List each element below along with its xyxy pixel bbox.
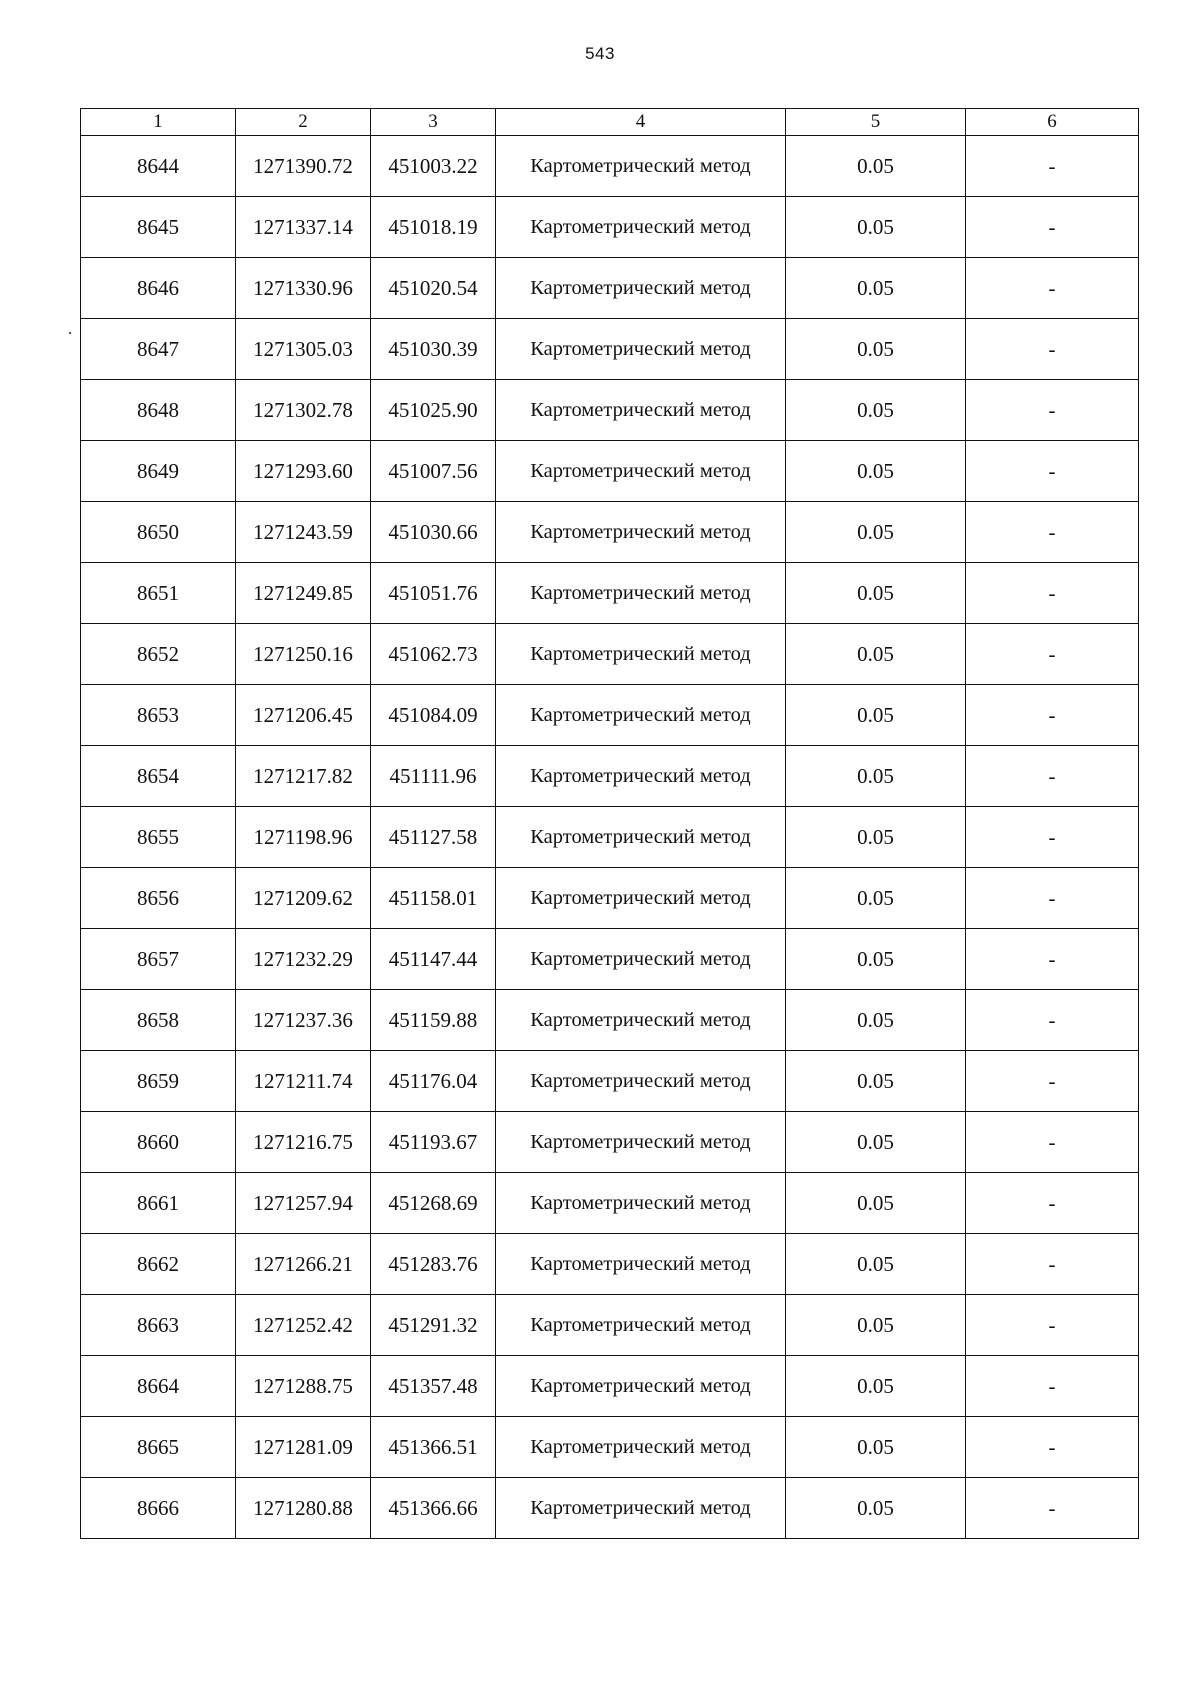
y-coordinate-cell: 451357.48 <box>371 1356 496 1417</box>
point-number-cell: 8652 <box>81 624 236 685</box>
accuracy-cell: 0.05 <box>786 1234 966 1295</box>
method-cell: Картометрический метод <box>496 685 786 746</box>
table-row <box>81 929 1139 990</box>
accuracy-cell: 0.05 <box>786 807 966 868</box>
method-cell: Картометрический метод <box>496 1478 786 1539</box>
method-cell: Картометрический метод <box>496 319 786 380</box>
note-cell: - <box>966 1173 1139 1234</box>
point-number-cell: 8660 <box>81 1112 236 1173</box>
y-coordinate-cell: 451158.01 <box>371 868 496 929</box>
method-cell: Картометрический метод <box>496 1112 786 1173</box>
method-cell: Картометрический метод <box>496 1234 786 1295</box>
method-cell: Картометрический метод <box>496 746 786 807</box>
x-coordinate-cell: 1271250.16 <box>236 624 371 685</box>
y-coordinate-cell: 451003.22 <box>371 136 496 197</box>
table-row <box>81 685 1139 746</box>
table-row <box>81 502 1139 563</box>
note-cell: - <box>966 441 1139 502</box>
x-coordinate-cell: 1271280.88 <box>236 1478 371 1539</box>
x-coordinate-cell: 1271237.36 <box>236 990 371 1051</box>
accuracy-cell: 0.05 <box>786 319 966 380</box>
table-row <box>81 136 1139 197</box>
header-cell-4: 4 <box>496 109 786 136</box>
accuracy-cell: 0.05 <box>786 868 966 929</box>
note-cell: - <box>966 746 1139 807</box>
accuracy-cell: 0.05 <box>786 1173 966 1234</box>
note-cell: - <box>966 563 1139 624</box>
method-cell: Картометрический метод <box>496 624 786 685</box>
x-coordinate-cell: 1271281.09 <box>236 1417 371 1478</box>
x-coordinate-cell: 1271243.59 <box>236 502 371 563</box>
y-coordinate-cell: 451291.32 <box>371 1295 496 1356</box>
accuracy-cell: 0.05 <box>786 1295 966 1356</box>
method-cell: Картометрический метод <box>496 807 786 868</box>
method-cell: Картометрический метод <box>496 502 786 563</box>
note-cell: - <box>966 136 1139 197</box>
note-cell: - <box>966 929 1139 990</box>
header-cell-3: 3 <box>371 109 496 136</box>
x-coordinate-cell: 1271288.75 <box>236 1356 371 1417</box>
point-number-cell: 8661 <box>81 1173 236 1234</box>
point-number-cell: 8662 <box>81 1234 236 1295</box>
y-coordinate-cell: 451366.51 <box>371 1417 496 1478</box>
accuracy-cell: 0.05 <box>786 624 966 685</box>
point-number-cell: 8647 <box>81 319 236 380</box>
point-number-cell: 8659 <box>81 1051 236 1112</box>
x-coordinate-cell: 1271252.42 <box>236 1295 371 1356</box>
method-cell: Картометрический метод <box>496 441 786 502</box>
x-coordinate-cell: 1271293.60 <box>236 441 371 502</box>
y-coordinate-cell: 451127.58 <box>371 807 496 868</box>
point-number-cell: 8648 <box>81 380 236 441</box>
point-number-cell: 8653 <box>81 685 236 746</box>
point-number-cell: 8649 <box>81 441 236 502</box>
method-cell: Картометрический метод <box>496 1051 786 1112</box>
point-number-cell: 8663 <box>81 1295 236 1356</box>
note-cell: - <box>966 990 1139 1051</box>
method-cell: Картометрический метод <box>496 990 786 1051</box>
point-number-cell: 8654 <box>81 746 236 807</box>
header-cell-6: 6 <box>966 109 1139 136</box>
accuracy-cell: 0.05 <box>786 990 966 1051</box>
table-row <box>81 258 1139 319</box>
x-coordinate-cell: 1271249.85 <box>236 563 371 624</box>
y-coordinate-cell: 451268.69 <box>371 1173 496 1234</box>
point-number-cell: 8658 <box>81 990 236 1051</box>
y-coordinate-cell: 451051.76 <box>371 563 496 624</box>
method-cell: Картометрический метод <box>496 136 786 197</box>
method-cell: Картометрический метод <box>496 380 786 441</box>
accuracy-cell: 0.05 <box>786 502 966 563</box>
x-coordinate-cell: 1271266.21 <box>236 1234 371 1295</box>
y-coordinate-cell: 451193.67 <box>371 1112 496 1173</box>
point-number-cell: 8657 <box>81 929 236 990</box>
method-cell: Картометрический метод <box>496 1417 786 1478</box>
note-cell: - <box>966 1417 1139 1478</box>
point-number-cell: 8664 <box>81 1356 236 1417</box>
note-cell: - <box>966 380 1139 441</box>
note-cell: - <box>966 1295 1139 1356</box>
accuracy-cell: 0.05 <box>786 136 966 197</box>
table-row <box>81 319 1139 380</box>
x-coordinate-cell: 1271217.82 <box>236 746 371 807</box>
table-row <box>81 1356 1139 1417</box>
table-row <box>81 1173 1139 1234</box>
accuracy-cell: 0.05 <box>786 685 966 746</box>
y-coordinate-cell: 451025.90 <box>371 380 496 441</box>
note-cell: - <box>966 807 1139 868</box>
header-row <box>81 109 1139 136</box>
table-row <box>81 1234 1139 1295</box>
table-row <box>81 990 1139 1051</box>
point-number-cell: 8645 <box>81 197 236 258</box>
note-cell: - <box>966 319 1139 380</box>
point-number-cell: 8644 <box>81 136 236 197</box>
header-cell-2: 2 <box>236 109 371 136</box>
x-coordinate-cell: 1271305.03 <box>236 319 371 380</box>
point-number-cell: 8665 <box>81 1417 236 1478</box>
y-coordinate-cell: 451159.88 <box>371 990 496 1051</box>
x-coordinate-cell: 1271337.14 <box>236 197 371 258</box>
accuracy-cell: 0.05 <box>786 1356 966 1417</box>
y-coordinate-cell: 451007.56 <box>371 441 496 502</box>
x-coordinate-cell: 1271390.72 <box>236 136 371 197</box>
point-number-cell: 8656 <box>81 868 236 929</box>
note-cell: - <box>966 1234 1139 1295</box>
table-row <box>81 1417 1139 1478</box>
accuracy-cell: 0.05 <box>786 1112 966 1173</box>
y-coordinate-cell: 451147.44 <box>371 929 496 990</box>
point-number-cell: 8655 <box>81 807 236 868</box>
method-cell: Картометрический метод <box>496 197 786 258</box>
note-cell: - <box>966 197 1139 258</box>
table-row <box>81 197 1139 258</box>
accuracy-cell: 0.05 <box>786 746 966 807</box>
y-coordinate-cell: 451111.96 <box>371 746 496 807</box>
point-number-cell: 8651 <box>81 563 236 624</box>
table-row <box>81 746 1139 807</box>
note-cell: - <box>966 258 1139 319</box>
method-cell: Картометрический метод <box>496 258 786 319</box>
table-row <box>81 1295 1139 1356</box>
x-coordinate-cell: 1271232.29 <box>236 929 371 990</box>
x-coordinate-cell: 1271198.96 <box>236 807 371 868</box>
accuracy-cell: 0.05 <box>786 197 966 258</box>
method-cell: Картометрический метод <box>496 1356 786 1417</box>
table-body <box>81 136 1139 1539</box>
method-cell: Картометрический метод <box>496 1295 786 1356</box>
accuracy-cell: 0.05 <box>786 929 966 990</box>
header-cell-5: 5 <box>786 109 966 136</box>
accuracy-cell: 0.05 <box>786 380 966 441</box>
table-row <box>81 1051 1139 1112</box>
table-row <box>81 563 1139 624</box>
x-coordinate-cell: 1271216.75 <box>236 1112 371 1173</box>
note-cell: - <box>966 685 1139 746</box>
y-coordinate-cell: 451062.73 <box>371 624 496 685</box>
table-row <box>81 868 1139 929</box>
y-coordinate-cell: 451020.54 <box>371 258 496 319</box>
note-cell: - <box>966 502 1139 563</box>
x-coordinate-cell: 1271302.78 <box>236 380 371 441</box>
y-coordinate-cell: 451176.04 <box>371 1051 496 1112</box>
accuracy-cell: 0.05 <box>786 1051 966 1112</box>
accuracy-cell: 0.05 <box>786 1478 966 1539</box>
table-header <box>81 109 1139 136</box>
x-coordinate-cell: 1271330.96 <box>236 258 371 319</box>
y-coordinate-cell: 451283.76 <box>371 1234 496 1295</box>
point-number-cell: 8650 <box>81 502 236 563</box>
accuracy-cell: 0.05 <box>786 441 966 502</box>
accuracy-cell: 0.05 <box>786 563 966 624</box>
x-coordinate-cell: 1271211.74 <box>236 1051 371 1112</box>
note-cell: - <box>966 624 1139 685</box>
note-cell: - <box>966 1051 1139 1112</box>
table-row <box>81 1478 1139 1539</box>
y-coordinate-cell: 451084.09 <box>371 685 496 746</box>
x-coordinate-cell: 1271209.62 <box>236 868 371 929</box>
point-number-cell: 8646 <box>81 258 236 319</box>
coordinates-table <box>80 108 1139 1539</box>
table-row <box>81 1112 1139 1173</box>
note-cell: - <box>966 1478 1139 1539</box>
method-cell: Картометрический метод <box>496 868 786 929</box>
scan-speck <box>69 332 71 334</box>
method-cell: Картометрический метод <box>496 1173 786 1234</box>
header-cell-1: 1 <box>81 109 236 136</box>
accuracy-cell: 0.05 <box>786 258 966 319</box>
note-cell: - <box>966 868 1139 929</box>
page-number: 543 <box>585 44 615 63</box>
x-coordinate-cell: 1271206.45 <box>236 685 371 746</box>
y-coordinate-cell: 451018.19 <box>371 197 496 258</box>
table-row <box>81 624 1139 685</box>
y-coordinate-cell: 451366.66 <box>371 1478 496 1539</box>
note-cell: - <box>966 1112 1139 1173</box>
y-coordinate-cell: 451030.39 <box>371 319 496 380</box>
point-number-cell: 8666 <box>81 1478 236 1539</box>
x-coordinate-cell: 1271257.94 <box>236 1173 371 1234</box>
table-row <box>81 380 1139 441</box>
y-coordinate-cell: 451030.66 <box>371 502 496 563</box>
accuracy-cell: 0.05 <box>786 1417 966 1478</box>
note-cell: - <box>966 1356 1139 1417</box>
method-cell: Картометрический метод <box>496 563 786 624</box>
table-row <box>81 807 1139 868</box>
method-cell: Картометрический метод <box>496 929 786 990</box>
table-row <box>81 441 1139 502</box>
